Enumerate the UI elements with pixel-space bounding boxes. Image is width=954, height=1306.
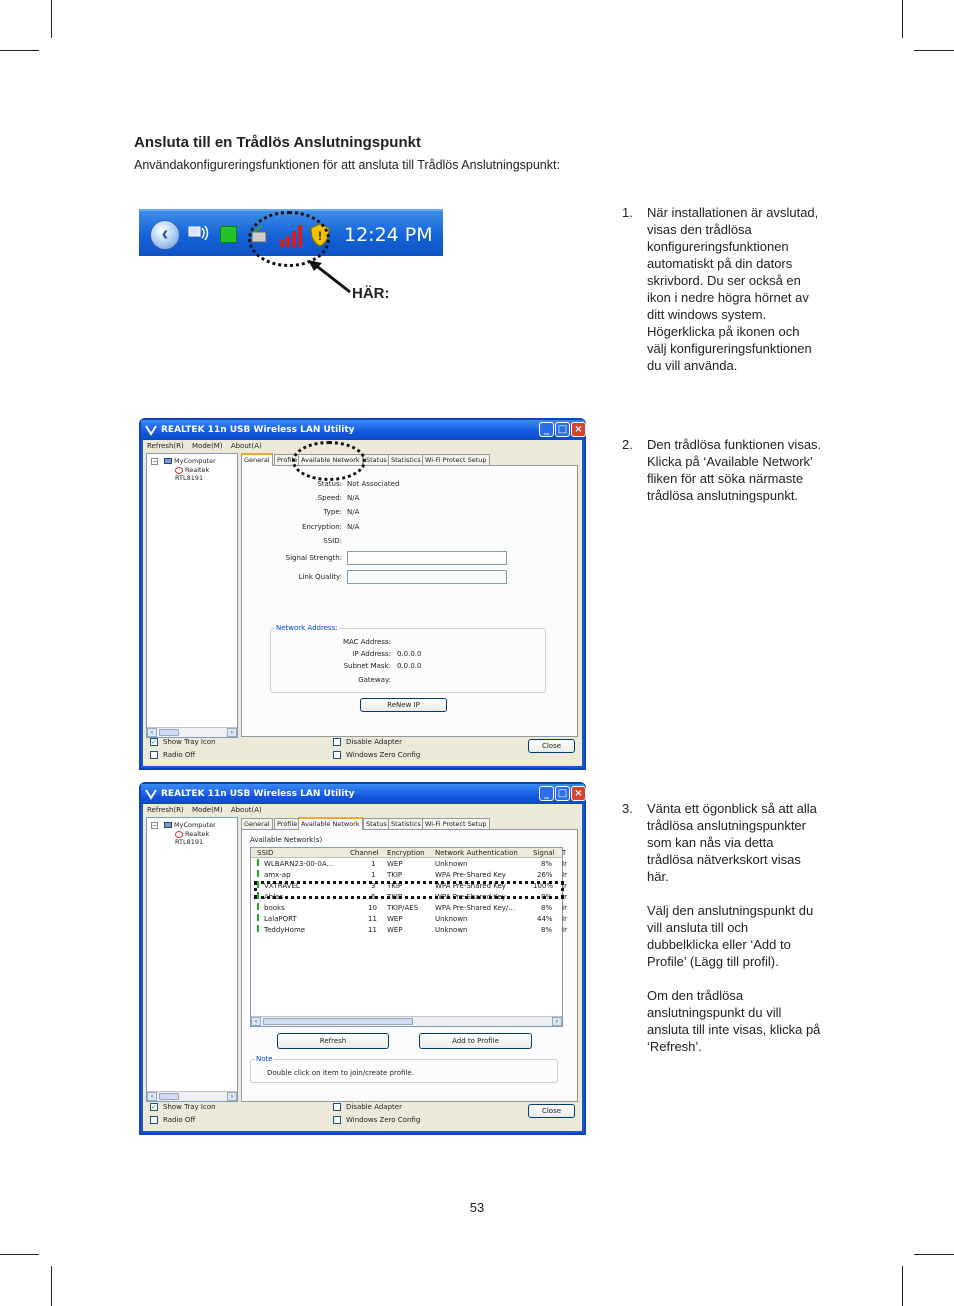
- network-auth: Unknown: [435, 860, 468, 868]
- network-encryption: WEP: [387, 926, 403, 934]
- scroll-right-icon[interactable]: ›: [552, 1017, 562, 1026]
- menu-mode[interactable]: Mode(M): [192, 806, 223, 814]
- tab-statistics[interactable]: Statistics: [388, 454, 424, 465]
- wzc-checkbox[interactable]: [333, 1116, 420, 1124]
- network-channel: 6: [371, 893, 376, 901]
- mac-label: MAC Address:: [342, 638, 391, 646]
- network-ssid: books: [264, 904, 285, 912]
- checkbox-icon: [150, 751, 158, 759]
- wzc-checkbox[interactable]: [333, 751, 420, 759]
- encryption-label: Encryption:: [302, 523, 342, 531]
- crop-mark: [51, 0, 52, 38]
- network-list-header: [251, 848, 567, 858]
- tree-node-mycomputer[interactable]: [151, 457, 216, 465]
- encryption-value: N/A: [347, 523, 360, 531]
- network-signal: 8%: [541, 926, 553, 934]
- window-titlebar: [141, 784, 584, 804]
- group-title: Network Address:: [276, 624, 338, 632]
- speed-label: Speed:: [317, 494, 342, 502]
- link-quality-label: Link Quality:: [298, 573, 342, 581]
- tab-wifi-protect-setup[interactable]: Wi-Fi Protect Setup: [422, 818, 490, 829]
- network-auth: Unknown: [435, 915, 468, 923]
- network-channel: 1: [371, 871, 376, 879]
- checkbox-icon: [333, 751, 341, 759]
- menu-bar: [143, 440, 582, 452]
- add-to-profile-button[interactable]: Add to Profile: [419, 1033, 532, 1049]
- network-list-scrollbar[interactable]: [251, 1016, 562, 1026]
- svg-text:!: !: [318, 229, 322, 243]
- signal-strength-label: Signal Strength:: [285, 554, 342, 562]
- network-type: Ir: [562, 860, 567, 868]
- device-tree: [146, 817, 238, 1102]
- computer-icon: [164, 458, 172, 464]
- signal-icon: [257, 925, 262, 932]
- close-button[interactable]: Close: [528, 739, 575, 753]
- close-window-button[interactable]: ×: [571, 786, 586, 801]
- tab-profile[interactable]: Profile: [274, 818, 300, 829]
- app-tray-icon: [220, 226, 237, 243]
- menu-about[interactable]: About(A): [230, 806, 262, 814]
- tree-child-label: Realtek RTL8191: [175, 830, 210, 846]
- scroll-thumb[interactable]: [263, 1018, 413, 1025]
- radio-off-checkbox[interactable]: [150, 751, 195, 759]
- close-button[interactable]: Close: [528, 1104, 575, 1118]
- network-encryption: TKIP: [387, 893, 403, 901]
- signal-strength-bar: [347, 551, 507, 565]
- network-ssid: VXTRAVEL: [264, 882, 300, 890]
- crop-mark: [902, 0, 903, 38]
- ip-value: 0.0.0.0: [397, 650, 422, 658]
- crop-mark: [902, 1266, 903, 1306]
- highlight-rectangle: [254, 881, 564, 899]
- close-window-button[interactable]: ×: [571, 422, 586, 437]
- scroll-thumb[interactable]: [159, 729, 179, 736]
- tab-general[interactable]: General: [241, 453, 273, 466]
- checkbox-label: Show Tray Icon: [163, 1103, 216, 1111]
- bottom-controls: [143, 1103, 582, 1131]
- checkbox-label: Disable Adapter: [346, 738, 402, 746]
- bottom-controls: [143, 738, 582, 766]
- network-ssid: amx-ap: [264, 871, 291, 879]
- checkbox-icon: [333, 1116, 341, 1124]
- adapter-icon: [175, 467, 183, 474]
- radio-off-checkbox[interactable]: [150, 1116, 195, 1124]
- crop-mark: [0, 50, 39, 51]
- network-auth: WPA Pre-Shared Key: [435, 882, 506, 890]
- network-channel: 11: [368, 926, 377, 934]
- menu-bar: [143, 804, 582, 816]
- network-signal: 8%: [541, 860, 553, 868]
- note-text: Double click on item to join/create profile.: [267, 1069, 414, 1077]
- menu-refresh[interactable]: Refresh(R): [147, 806, 184, 814]
- network-encryption: TKIP: [387, 871, 403, 879]
- tree-root-label: MyComputer: [174, 821, 216, 829]
- renew-ip-button[interactable]: ReNew IP: [360, 698, 447, 712]
- scroll-right-icon[interactable]: ›: [227, 728, 237, 737]
- utility-window-general: [139, 418, 586, 770]
- window-body: [143, 804, 582, 1131]
- utility-window-available-network: [139, 782, 586, 1135]
- network-auth: WPA Pre-Shared Key/...: [435, 904, 515, 912]
- network-row[interactable]: [251, 914, 567, 925]
- gateway-label: Gateway:: [358, 676, 391, 684]
- network-row[interactable]: [251, 925, 567, 936]
- network-encryption: TKIP/AES: [387, 904, 419, 912]
- network-address-group: [270, 624, 546, 693]
- tab-status[interactable]: Status: [363, 454, 390, 465]
- type-value: N/A: [347, 508, 360, 516]
- disable-adapter-checkbox[interactable]: [333, 1103, 402, 1111]
- network-channel: 3: [371, 882, 376, 890]
- tab-statistics[interactable]: Statistics: [388, 818, 424, 829]
- scroll-left-icon[interactable]: ‹: [147, 728, 157, 737]
- tab-status[interactable]: Status: [363, 818, 390, 829]
- step-number: 3.: [622, 801, 633, 816]
- signal-icon: [257, 859, 262, 866]
- pointer-arrow: [306, 258, 356, 298]
- network-signal: 100%: [533, 882, 554, 890]
- column-ssid[interactable]: SSID: [257, 849, 274, 857]
- subnet-label: Subnet Mask:: [343, 662, 391, 670]
- network-encryption: TKIP: [387, 882, 403, 890]
- speed-value: N/A: [347, 494, 360, 502]
- network-type: Ir: [562, 893, 567, 901]
- column-channel[interactable]: Channel: [350, 849, 379, 857]
- network-ssid: Ahlas: [264, 893, 284, 901]
- refresh-button[interactable]: Refresh: [277, 1033, 389, 1049]
- scroll-right-icon[interactable]: ›: [227, 1092, 237, 1101]
- available-networks-title: Available Network(s): [250, 836, 323, 844]
- checkbox-icon: [150, 1116, 158, 1124]
- network-signal: 26%: [537, 871, 553, 879]
- network-encryption: WEP: [387, 915, 403, 923]
- network-ssid: TeddyHome: [264, 926, 306, 934]
- checkbox-label: Show Tray Icon: [163, 738, 216, 746]
- checkbox-icon: [333, 1103, 341, 1111]
- scroll-left-icon[interactable]: ‹: [147, 1092, 157, 1101]
- tree-node-adapter[interactable]: [175, 466, 237, 482]
- tree-node-adapter[interactable]: [175, 830, 237, 846]
- step-text: När installationen är avslutad, visas den trådlösa konfigureringsfunktionen automatiskt på din dators skrivbord. Du ser också en ikon i nedre högra hörnet av ditt windows system. Högerklicka på ikonen och välj konfigureringsfunktionen du vill använda.: [647, 205, 819, 373]
- status-label: Status:: [317, 480, 342, 488]
- network-signal: 44%: [537, 915, 553, 923]
- step-text: Den trådlösa funktionen visas. Klicka på ‘Available Network’ fliken för att söka närmaste trådlösa anslutningspunkt.: [647, 437, 822, 503]
- menu-mode[interactable]: Mode(M): [192, 442, 223, 450]
- section-subheading: Användakonfigureringsfunktionen för att ansluta till Trådlös Anslutningspunkt:: [134, 158, 560, 172]
- checkbox-label: Windows Zero Config: [346, 1116, 421, 1124]
- maximize-button[interactable]: □: [555, 786, 570, 801]
- taskbar-clock: 12:24 PM: [344, 224, 433, 246]
- step-text: Om den trådlösa anslutningspunkt du vill ansluta till inte visas, klicka på ‘Refresh’.: [647, 988, 821, 1054]
- tree-scrollbar[interactable]: [147, 1091, 237, 1101]
- tree-root-label: MyComputer: [174, 457, 216, 465]
- tree-node-mycomputer[interactable]: [151, 821, 216, 829]
- scroll-thumb[interactable]: [159, 1093, 179, 1100]
- menu-refresh[interactable]: Refresh(R): [147, 442, 184, 450]
- network-type: Ir: [562, 904, 567, 912]
- computer-icon: [164, 822, 172, 828]
- menu-about[interactable]: About(A): [230, 442, 262, 450]
- tab-general[interactable]: General: [241, 818, 273, 829]
- here-label: HÄR:: [352, 285, 390, 302]
- group-title: Note: [256, 1055, 273, 1063]
- signal-icon: [257, 870, 262, 877]
- network-type: Ir: [562, 915, 567, 923]
- tab-profile[interactable]: Profile: [274, 454, 300, 465]
- collapse-icon[interactable]: −: [152, 458, 158, 465]
- realtek-logo-icon: [145, 424, 157, 436]
- show-hidden-icons-icon: ‹: [150, 220, 180, 250]
- checkbox-label: Radio Off: [163, 1116, 196, 1124]
- checkbox-icon: [333, 738, 341, 746]
- network-channel: 11: [368, 915, 377, 923]
- general-panel: [241, 465, 578, 737]
- crop-mark: [51, 1266, 52, 1306]
- column-type[interactable]: T: [562, 849, 567, 857]
- column-auth[interactable]: Network Authentication: [435, 849, 518, 857]
- tab-available-network[interactable]: Available Network: [298, 454, 363, 465]
- minimize-button[interactable]: _: [539, 786, 554, 801]
- step-3: [622, 800, 822, 1072]
- column-encryption[interactable]: Encryption: [387, 849, 425, 857]
- disable-adapter-checkbox[interactable]: [333, 738, 402, 746]
- network-row[interactable]: [251, 859, 567, 870]
- show-tray-checkbox[interactable]: [150, 738, 216, 746]
- network-row[interactable]: [251, 870, 567, 881]
- step-text: Välj den anslutningspunkt du vill ansluta till och dubbelklicka eller ‘Add to Profile’ (Lägg till profil).: [647, 903, 814, 969]
- available-network-panel: [241, 829, 578, 1102]
- window-title: REALTEK 11n USB Wireless LAN Utility: [161, 425, 355, 435]
- crop-mark: [0, 1254, 39, 1255]
- network-connection-icon: [188, 224, 210, 242]
- network-auth: WPA Pre-Shared Key: [435, 871, 506, 879]
- signal-icon: [257, 914, 262, 921]
- type-label: Type:: [323, 508, 342, 516]
- note-group: [250, 1055, 558, 1083]
- network-ssid: WLBARN23-00-0A...: [264, 860, 334, 868]
- ip-label: IP Address:: [352, 650, 391, 658]
- network-type: Ir: [562, 882, 567, 890]
- network-channel: 10: [368, 904, 377, 912]
- step-1: [622, 204, 822, 391]
- network-list[interactable]: [250, 847, 567, 1027]
- network-signal: 8%: [541, 893, 553, 901]
- network-auth: Unknown: [435, 926, 468, 934]
- minimize-button[interactable]: _: [539, 422, 554, 437]
- step-2: [622, 436, 822, 521]
- network-ssid: LalaPORT: [264, 915, 297, 923]
- page-number: 53: [469, 1200, 485, 1215]
- device-tree: [146, 453, 238, 738]
- tree-child-label: Realtek RTL8191: [175, 466, 210, 482]
- tab-wifi-protect-setup[interactable]: Wi-Fi Protect Setup: [422, 454, 490, 465]
- scroll-left-icon[interactable]: ‹: [251, 1017, 261, 1026]
- network-type: Ir: [562, 871, 567, 879]
- network-signal: 8%: [541, 904, 553, 912]
- network-encryption: WEP: [387, 860, 403, 868]
- window-body: [143, 440, 582, 766]
- step-number: 1.: [622, 205, 633, 220]
- status-value: Not Associated: [347, 480, 400, 488]
- section-heading: Ansluta till en Trådlös Anslutningspunkt: [134, 134, 421, 151]
- step-text: Vänta ett ögonblick så att alla trådlösa anslutningspunkter som kan nås via detta trådlösa nätverkskort visas här.: [647, 801, 817, 884]
- column-signal[interactable]: Signal: [533, 849, 555, 857]
- window-titlebar: [141, 420, 584, 440]
- crop-mark: [914, 50, 954, 51]
- ssid-label: SSID:: [323, 537, 342, 545]
- checkbox-label: Radio Off: [163, 751, 196, 759]
- checkbox-label: Disable Adapter: [346, 1103, 402, 1111]
- network-type: Ir: [562, 926, 567, 934]
- crop-mark: [914, 1254, 954, 1255]
- tab-available-network[interactable]: Available Network: [298, 817, 363, 830]
- checkbox-checked-icon: ✓: [151, 1103, 157, 1111]
- step-number: 2.: [622, 437, 633, 452]
- tree-scrollbar[interactable]: [147, 727, 237, 737]
- adapter-icon: [175, 831, 183, 838]
- collapse-icon[interactable]: −: [152, 822, 158, 829]
- window-title: REALTEK 11n USB Wireless LAN Utility: [161, 789, 355, 799]
- realtek-logo-icon: [145, 788, 157, 800]
- link-quality-bar: [347, 570, 507, 584]
- maximize-button[interactable]: □: [555, 422, 570, 437]
- checkbox-checked-icon: ✓: [151, 738, 157, 746]
- show-tray-checkbox[interactable]: [150, 1103, 216, 1111]
- network-channel: 1: [371, 860, 376, 868]
- network-row[interactable]: [251, 903, 567, 914]
- checkbox-label: Windows Zero Config: [346, 751, 421, 759]
- subnet-value: 0.0.0.0: [397, 662, 422, 670]
- network-auth: WPA Pre-Shared Key: [435, 893, 506, 901]
- signal-icon: [257, 903, 262, 910]
- highlight-circle: [292, 441, 366, 481]
